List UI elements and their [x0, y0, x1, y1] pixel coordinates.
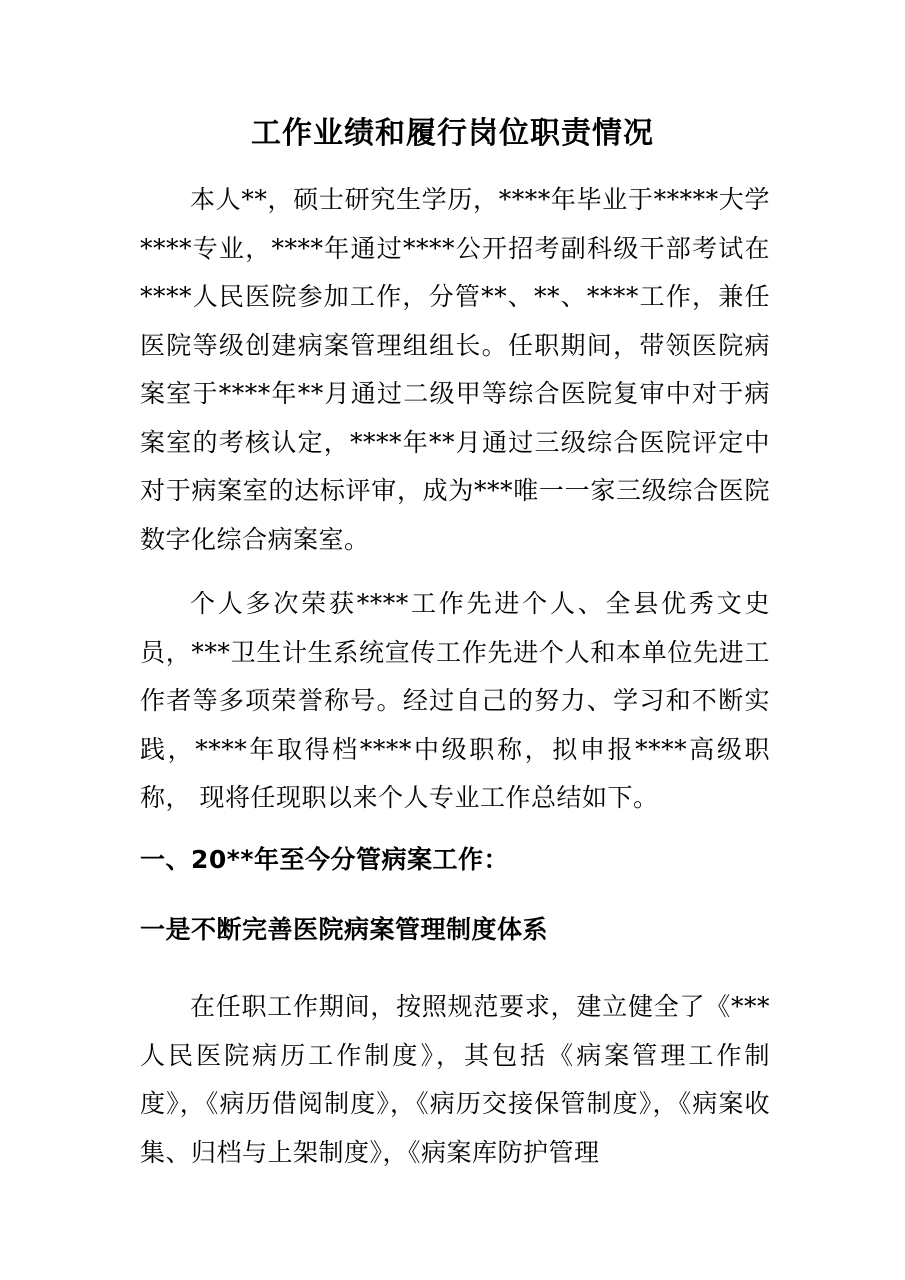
paragraph-honors: 个人多次荣获****工作先进个人、全县优秀文史员，***卫生计生系统宣传工作先进个人和本单位先进工作者等多项荣誉称号。经过自己的努力、学习和不断实践，****年取得档****中级职称，拟申报****高级职称， 现将任现职以来个人专业工作总结如下。 — [140, 589, 770, 812]
paragraph-introduction: 本人**，硕士研究生学历，****年毕业于*****大学****专业，****年通过****公开招考副科级干部考试在****人民医院参加工作，分管**、**、****工作，兼任医院等级创建病案管理组组长。任职期间，带领医院病案室于****年**月通过二级甲等综合医院复审中对于病案室的考核认定，****年**月通过三级综合医院评定中对于病案室的达标评审，成为***唯一一家三级综合医院数字化综合病案室。 — [140, 185, 770, 554]
paragraph-regulations: 在任职工作期间，按照规范要求，建立健全了《***人民医院病历工作制度》，其包括《病案管理工作制度》，《病历借阅制度》，《病历交接保管制度》，《病案收集、归档与上架制度》，《病案库防护管理 — [140, 992, 770, 1167]
document-title: 工作业绩和履行岗位职责情况 — [251, 116, 654, 151]
section-heading: 一、20**年至今分管病案工作： — [140, 845, 509, 874]
subsection-heading: 一是不断完善医院病案管理制度体系 — [140, 915, 549, 944]
